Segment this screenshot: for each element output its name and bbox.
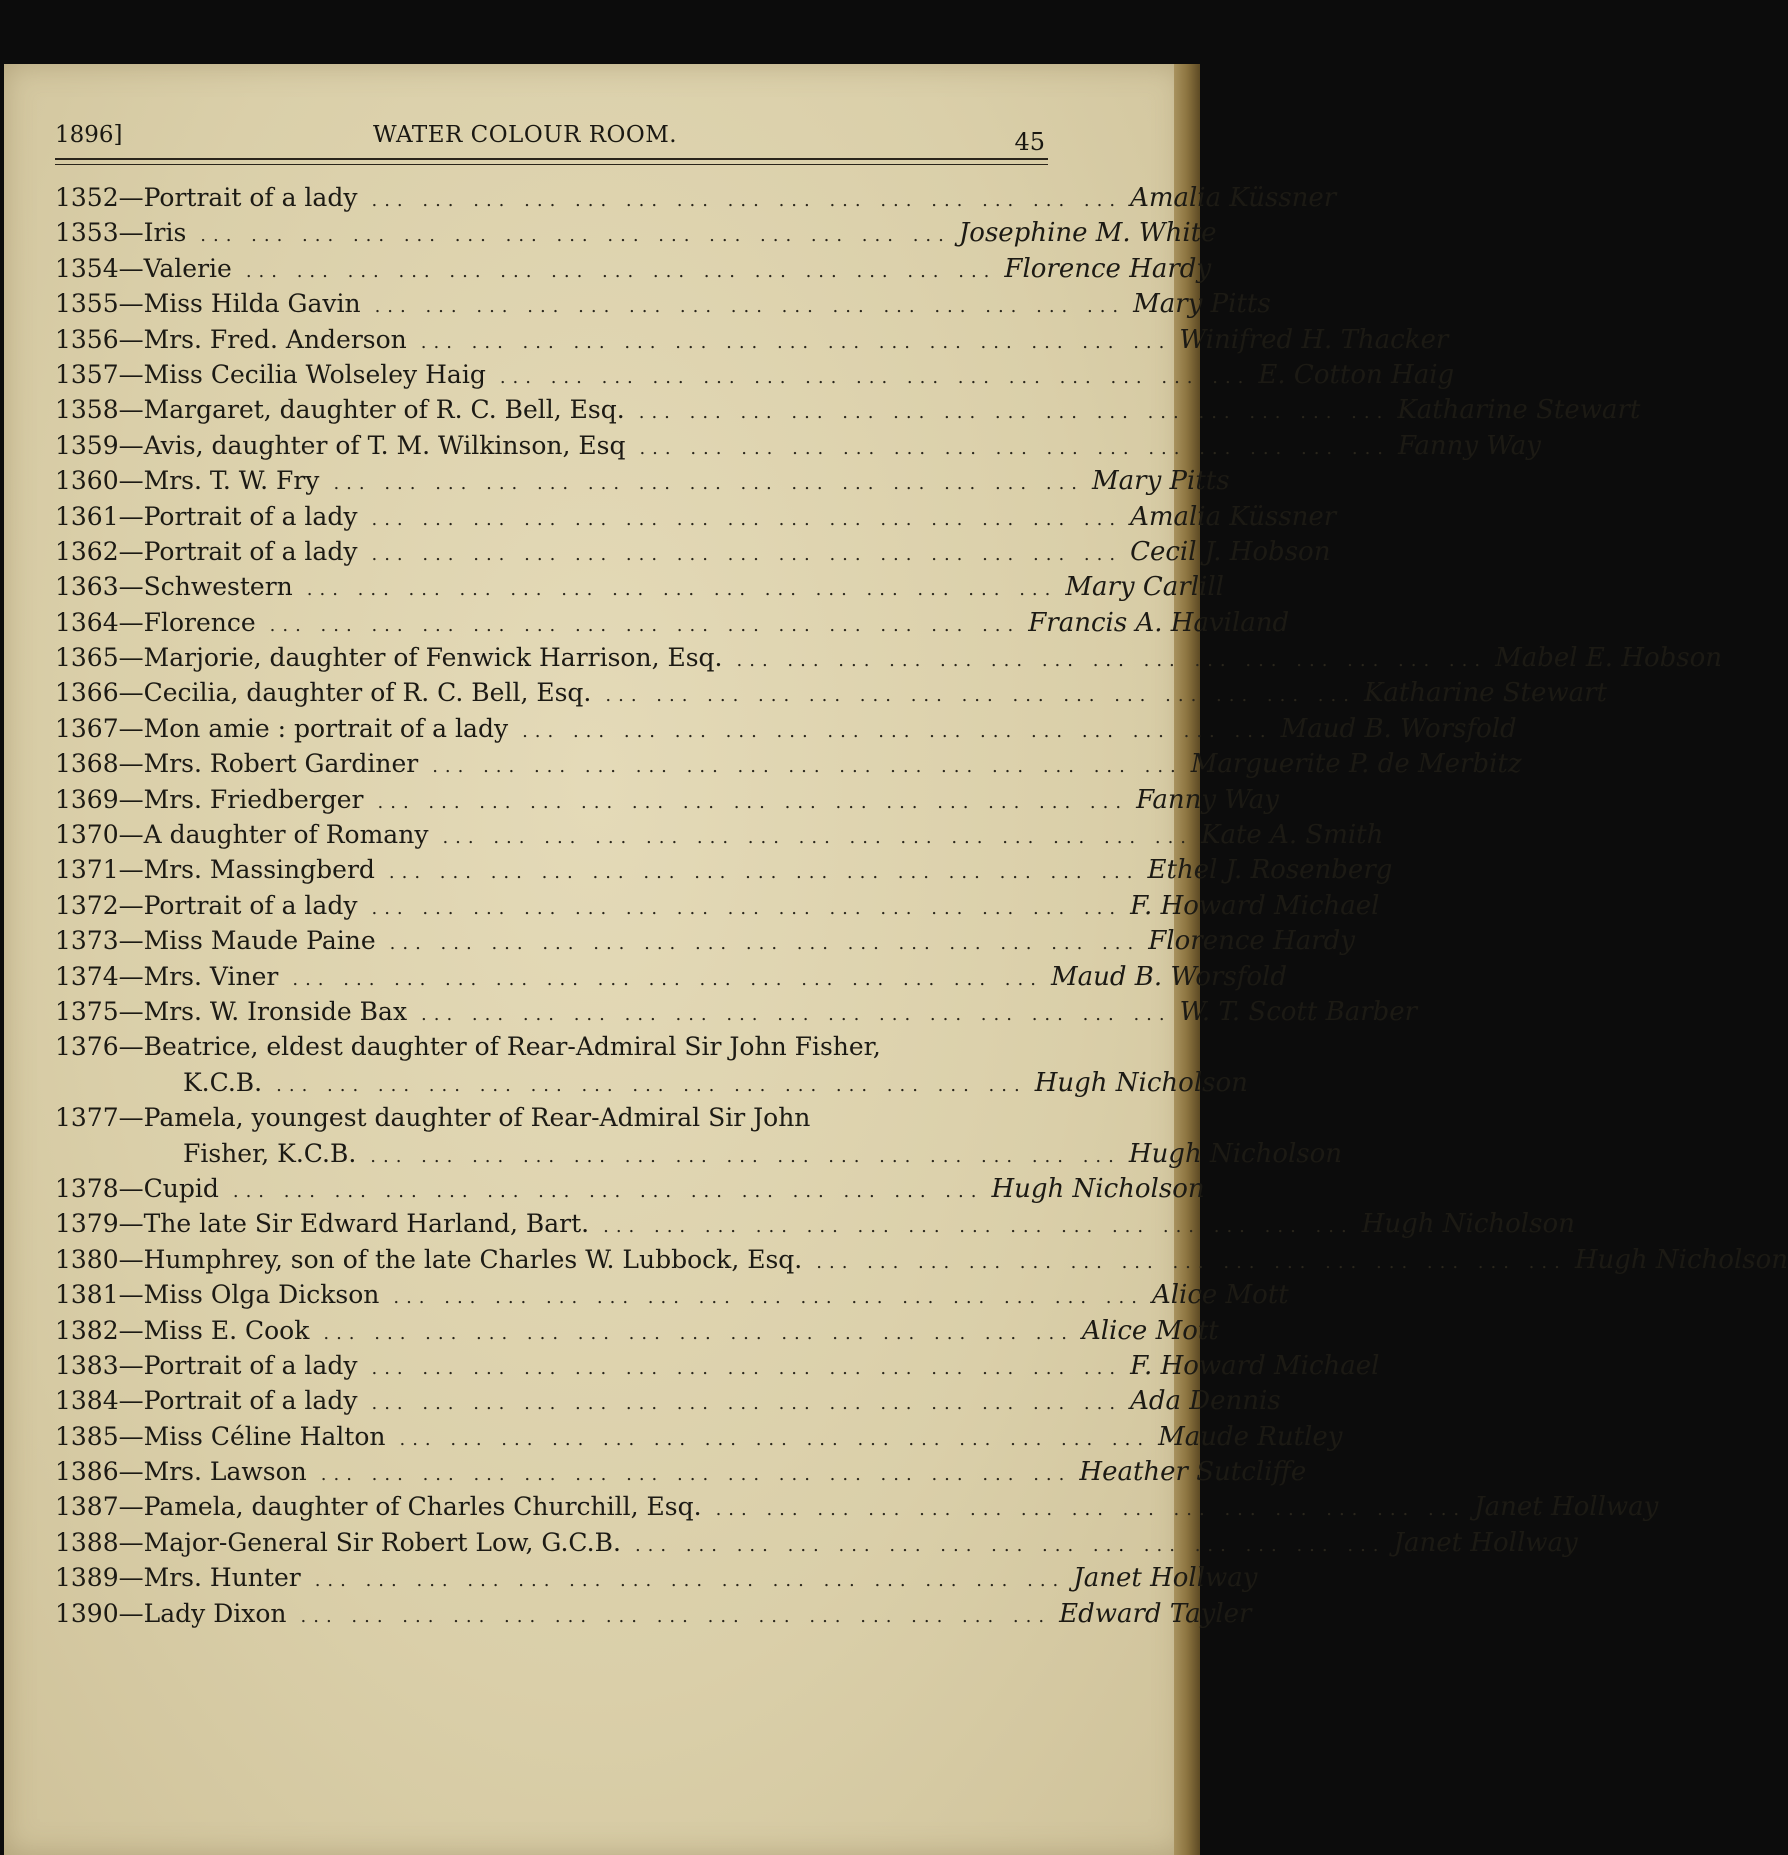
entry-number: 1352 [55, 183, 119, 212]
catalogue-list [55, 180, 1788, 1631]
entry-title: Valerie [143, 253, 232, 283]
dot-leader: ... ... ... ... ... ... ... ... ... ... ... ... ... ... ... [374, 296, 1126, 318]
entry-title-continued: Fisher, K.C.B. [183, 1138, 357, 1168]
entry-artist: Marguerite P. de Merbitz [1190, 749, 1522, 780]
entry-dash: — [118, 749, 144, 779]
entry-artist: Ethel J. Rosenberg [1147, 855, 1393, 886]
entry-artist: Hugh Nicholson [1574, 1244, 1788, 1275]
dot-leader: ... ... ... ... ... ... ... ... ... ... ... ... ... ... ... [320, 1464, 1072, 1486]
entry-artist: Hugh Nicholson [1034, 1067, 1248, 1098]
dot-leader: ... ... ... ... ... ... ... ... ... ... ... ... ... ... ... [432, 756, 1183, 778]
catalogue-entry-wrapped [55, 1029, 1248, 1100]
entry-number: 1368 [55, 749, 119, 779]
entry-number: 1387 [55, 1492, 119, 1522]
entry-dash: — [118, 1032, 144, 1062]
entry-dash: — [118, 536, 144, 566]
dot-leader: ... ... ... ... ... ... ... ... ... ... ... ... ... ... ... [200, 225, 951, 247]
entry-artist: Maud B. Worsfold [1280, 713, 1517, 744]
entry-dash: — [118, 678, 144, 708]
entry-number: 1361 [55, 501, 119, 531]
entry-title: Schwestern [143, 572, 293, 602]
entry-artist: Mary Pitts [1092, 466, 1230, 497]
entry-title: Major-General Sir Robert Low, G.C.B. [143, 1527, 621, 1557]
entry-artist: Edward Tayler [1059, 1598, 1252, 1629]
dot-leader: ... ... ... ... ... ... ... ... ... ... ... ... ... ... ... [603, 1216, 1354, 1238]
catalogue-entry [55, 1454, 1307, 1489]
catalogue-entry [55, 852, 1393, 887]
entry-title: Lady Dixon [143, 1598, 287, 1628]
entry-number: 1388 [55, 1527, 119, 1557]
catalogue-entry [55, 746, 1522, 781]
entry-title: The late Sir Edward Harland, Bart. [143, 1209, 590, 1239]
dot-leader: ... ... ... ... ... ... ... ... ... ... ... ... ... ... ... [314, 1570, 1066, 1592]
dot-leader: ... ... ... ... ... ... ... ... ... ... ... ... ... ... ... [371, 190, 1123, 211]
entry-number: 1389 [55, 1563, 119, 1593]
catalogue-entry [55, 1348, 1380, 1383]
dot-leader: ... ... ... ... ... ... ... ... ... ... ... ... ... ... ... [292, 968, 1043, 990]
entry-number: 1375 [55, 996, 119, 1026]
entry-title: Beatrice, eldest daughter of Rear-Admiral Sir John Fisher, [143, 1032, 881, 1062]
dot-leader: ... ... ... ... ... ... ... ... ... ... ... ... ... ... ... [370, 1145, 1121, 1167]
entry-artist: Janet Hollway [1073, 1563, 1258, 1594]
entry-dash: — [118, 466, 144, 496]
entry-number: 1357 [55, 359, 119, 389]
dot-leader: ... ... ... ... ... ... ... ... ... ... ... ... ... ... ... [605, 685, 1356, 707]
entry-title: Mrs. Hunter [143, 1563, 301, 1593]
entry-artist: W. T. Scott Barber [1179, 996, 1418, 1027]
entry-line-1 [55, 1029, 1050, 1064]
entry-number: 1382 [55, 1315, 119, 1345]
dot-leader: ... ... ... ... ... ... ... ... ... ... ... ... ... ... ... [421, 1003, 1172, 1025]
catalogue-entry-wrapped [55, 1100, 1343, 1171]
dot-leader: ... ... ... ... ... ... ... ... ... ... ... ... ... ... ... [371, 543, 1123, 565]
catalogue-entry [55, 251, 1212, 286]
entry-dash: — [118, 1244, 144, 1274]
entry-artist: Cecil J. Hobson [1130, 536, 1331, 567]
entry-number: 1383 [55, 1350, 119, 1380]
entry-dash: — [118, 1103, 144, 1133]
entry-artist: Josephine M. White [958, 218, 1217, 249]
entry-dash: — [118, 1421, 144, 1451]
entry-artist: Amalia Küssner [1130, 183, 1337, 213]
entry-artist: Hugh Nicholson [1361, 1209, 1575, 1240]
header-year: 1896] [55, 122, 123, 148]
entry-number: 1354 [55, 253, 119, 283]
entry-title: Portrait of a lady [143, 501, 358, 531]
dot-leader: ... ... ... ... ... ... ... ... ... ... ... ... ... ... ... [323, 1322, 1074, 1344]
catalogue-entry [55, 180, 1337, 215]
entry-artist: Fanny Way [1398, 430, 1541, 461]
dot-leader: ... ... ... ... ... ... ... ... ... ... ... ... ... ... ... [276, 1074, 1027, 1096]
dot-leader: ... ... ... ... ... ... ... ... ... ... ... ... ... ... ... [245, 260, 997, 282]
entry-dash: — [118, 1280, 144, 1310]
entry-title: Humphrey, son of the late Charles W. Lubbock, Esq. [143, 1244, 803, 1274]
catalogue-entry [55, 534, 1331, 569]
entry-artist: Francis A. Haviland [1028, 607, 1290, 638]
entry-number: 1390 [55, 1598, 119, 1628]
entry-dash: — [118, 253, 144, 283]
dot-leader: ... ... ... ... ... ... ... ... ... ... ... ... ... ... ... [371, 1357, 1123, 1379]
catalogue-entry [55, 499, 1337, 534]
dot-leader: ... ... ... ... ... ... ... ... ... ... ... ... ... ... ... [638, 402, 1390, 424]
entry-title: Miss E. Cook [143, 1315, 310, 1345]
entry-artist: Mabel E. Hobson [1495, 643, 1723, 674]
entry-title: Mrs. Viner [143, 961, 279, 991]
entry-artist: Kate A. Smith [1201, 820, 1384, 851]
catalogue-entry [55, 888, 1380, 923]
entry-title: Pamela, youngest daughter of Rear-Admiral Sir John [143, 1103, 811, 1133]
entry-artist: Janet Hollway [1474, 1492, 1659, 1523]
dot-leader: ... ... ... ... ... ... ... ... ... ... ... ... ... ... ... [639, 437, 1391, 459]
entry-artist: Heather Sutcliffe [1079, 1457, 1307, 1488]
catalogue-entry [55, 711, 1517, 746]
entry-dash: — [118, 572, 144, 602]
entry-number: 1355 [55, 289, 119, 319]
entry-artist: F. Howard Michael [1130, 1350, 1380, 1381]
dot-leader: ... ... ... ... ... ... ... ... ... ... ... ... ... ... ... [393, 1287, 1144, 1309]
entry-artist: Florence Hardy [1148, 926, 1355, 957]
entry-artist: Fanny Way [1136, 784, 1279, 815]
catalogue-entry [55, 1206, 1575, 1241]
dot-leader: ... ... ... ... ... ... ... ... ... ... ... ... ... ... ... [816, 1251, 1567, 1273]
page-number: 45 [1014, 128, 1045, 156]
entry-title: Portrait of a lady [143, 536, 358, 566]
catalogue-entry [55, 286, 1271, 321]
entry-number: 1367 [55, 713, 119, 743]
entry-number: 1380 [55, 1244, 119, 1274]
entry-title: Miss Maude Paine [143, 926, 376, 956]
dot-leader: ... ... ... ... ... ... ... ... ... ... ... ... ... ... ... [300, 1605, 1052, 1627]
entry-title: Pamela, daughter of Charles Churchill, Esq. [143, 1492, 702, 1522]
entry-artist: Florence Hardy [1004, 253, 1212, 284]
dot-leader: ... ... ... ... ... ... ... ... ... ... ... ... ... ... ... [736, 650, 1488, 672]
entry-number: 1366 [55, 678, 119, 708]
entry-number: 1353 [55, 218, 119, 248]
entry-number: 1370 [55, 820, 119, 850]
header-rule [55, 158, 1048, 165]
entry-number: 1374 [55, 961, 119, 991]
dot-leader: ... ... ... ... ... ... ... ... ... ... ... ... ... ... ... [389, 933, 1141, 955]
entry-line-2 [55, 1136, 1343, 1171]
entry-artist: Alice Mott [1081, 1315, 1219, 1346]
entry-number: 1360 [55, 466, 119, 496]
entry-number: 1373 [55, 926, 119, 956]
entry-title: Mon amie : portrait of a lady [143, 713, 509, 743]
catalogue-entry [55, 1419, 1343, 1454]
entry-artist: Mary Carlill [1065, 572, 1224, 603]
entry-dash: — [118, 1173, 144, 1203]
catalogue-entry [55, 1489, 1659, 1524]
entry-dash: — [118, 359, 144, 389]
entry-title: Avis, daughter of T. M. Wilkinson, Esq [143, 430, 626, 460]
catalogue-entry [55, 1525, 1578, 1560]
entry-artist: Katharine Stewart [1363, 678, 1608, 709]
entry-number: 1379 [55, 1209, 119, 1239]
dot-leader: ... ... ... ... ... ... ... ... ... ... ... ... ... ... ... [371, 1393, 1123, 1415]
entry-line-2 [55, 1065, 1248, 1100]
entry-dash: — [118, 1563, 144, 1593]
header-title: WATER COLOUR ROOM. [373, 122, 678, 148]
entry-artist: Maud B. Worsfold [1050, 961, 1287, 992]
entry-number: 1364 [55, 607, 119, 637]
entry-dash: — [118, 820, 144, 850]
catalogue-entry [55, 215, 1217, 250]
dot-leader: ... ... ... ... ... ... ... ... ... ... ... ... ... ... ... [499, 366, 1251, 388]
dot-leader: ... ... ... ... ... ... ... ... ... ... ... ... ... ... ... [306, 579, 1058, 601]
catalogue-entry [55, 428, 1541, 463]
catalogue-entry [55, 1277, 1289, 1312]
entry-number: 1372 [55, 890, 119, 920]
entry-title: Iris [143, 218, 187, 248]
entry-artist: E. Cotton Haig [1258, 359, 1455, 390]
entry-artist: Ada Dennis [1130, 1386, 1281, 1417]
entry-title: Portrait of a lady [143, 1350, 358, 1380]
entry-title: Mrs. Lawson [143, 1457, 307, 1487]
entry-artist: Alice Mott [1151, 1280, 1289, 1311]
entry-dash: — [118, 1209, 144, 1239]
entry-title: Portrait of a lady [143, 1386, 358, 1416]
entry-dash: — [118, 926, 144, 956]
catalogue-entry [55, 1383, 1281, 1418]
entry-dash: — [118, 289, 144, 319]
entry-number: 1386 [55, 1457, 119, 1487]
entry-dash: — [118, 784, 144, 814]
dot-leader: ... ... ... ... ... ... ... ... ... ... ... ... ... ... ... [634, 1534, 1386, 1556]
entry-dash: — [118, 1598, 144, 1628]
entry-title: Mrs. Robert Gardiner [143, 749, 419, 779]
entry-dash: — [118, 218, 144, 248]
entry-dash: — [118, 395, 144, 425]
entry-number: 1356 [55, 324, 119, 354]
catalogue-entry [55, 392, 1641, 427]
entry-dash: — [118, 1527, 144, 1557]
entry-title: Miss Cecilia Wolseley Haig [143, 359, 486, 389]
entry-dash: — [118, 1457, 144, 1487]
entry-artist: F. Howard Michael [1130, 890, 1380, 921]
catalogue-entry [55, 605, 1290, 640]
entry-artist: Janet Hollway [1393, 1527, 1578, 1558]
entry-dash: — [118, 1386, 144, 1416]
entry-title: Portrait of a lady [143, 183, 358, 212]
catalogue-entry [55, 357, 1455, 392]
entry-number: 1385 [55, 1421, 119, 1451]
dot-leader: ... ... ... ... ... ... ... ... ... ... ... ... ... ... ... [442, 827, 1194, 849]
entry-title: Mrs. W. Ironside Bax [143, 996, 408, 1026]
dot-leader: ... ... ... ... ... ... ... ... ... ... ... ... ... ... ... [522, 720, 1273, 742]
catalogue-entry [55, 1596, 1252, 1631]
entry-artist: Mary Pitts [1133, 289, 1271, 320]
entry-artist: Katharine Stewart [1397, 395, 1641, 426]
entry-dash: — [118, 961, 144, 991]
catalogue-entry [55, 675, 1608, 710]
entry-line-1 [55, 1100, 1050, 1135]
entry-dash: — [118, 183, 144, 212]
dot-leader: ... ... ... ... ... ... ... ... ... ... ... ... ... ... ... [269, 614, 1021, 636]
entry-title-continued: K.C.B. [183, 1067, 263, 1097]
entry-dash: — [118, 996, 144, 1026]
page-header [55, 122, 1045, 162]
entry-dash: — [118, 890, 144, 920]
entry-title: Florence [143, 607, 256, 637]
entry-number: 1371 [55, 855, 119, 885]
entry-title: Mrs. Massingberd [143, 855, 375, 885]
entry-dash: — [118, 1350, 144, 1380]
dot-leader: ... ... ... ... ... ... ... ... ... ... ... ... ... ... ... [371, 508, 1123, 530]
entry-title: Mrs. T. W. Fry [143, 466, 320, 496]
dot-leader: ... ... ... ... ... ... ... ... ... ... ... ... ... ... ... [715, 1499, 1467, 1521]
dot-leader: ... ... ... ... ... ... ... ... ... ... ... ... ... ... ... [232, 1180, 984, 1202]
entry-dash: — [118, 501, 144, 531]
entry-number: 1381 [55, 1280, 119, 1310]
dot-leader: ... ... ... ... ... ... ... ... ... ... ... ... ... ... ... [377, 791, 1129, 813]
entry-title: Cecilia, daughter of R. C. Bell, Esq. [143, 678, 592, 708]
dot-leader: ... ... ... ... ... ... ... ... ... ... ... ... ... ... ... [333, 473, 1085, 495]
entry-number: 1377 [55, 1103, 119, 1133]
entry-artist: Winifred H. Thacker [1179, 324, 1449, 355]
entry-number: 1384 [55, 1386, 119, 1416]
entry-title: Miss Hilda Gavin [143, 289, 361, 319]
entry-dash: — [118, 1492, 144, 1522]
entry-number: 1378 [55, 1173, 119, 1203]
entry-artist: Hugh Nicholson [1128, 1138, 1343, 1169]
entry-number: 1363 [55, 572, 119, 602]
entry-title: Miss Olga Dickson [143, 1280, 380, 1310]
entry-title: A daughter of Romany [143, 820, 429, 850]
catalogue-entry [55, 1313, 1219, 1348]
dot-leader: ... ... ... ... ... ... ... ... ... ... ... ... ... ... ... [371, 897, 1123, 919]
entry-dash: — [118, 607, 144, 637]
catalogue-entry [55, 959, 1287, 994]
entry-artist: Maude Rutley [1158, 1421, 1343, 1452]
entry-title: Miss Céline Halton [143, 1421, 386, 1451]
entry-dash: — [118, 713, 144, 743]
entry-artist: Hugh Nicholson [991, 1173, 1205, 1204]
catalogue-entry [55, 1171, 1205, 1206]
entry-number: 1365 [55, 643, 119, 673]
entry-dash: — [118, 643, 144, 673]
catalogue-entry [55, 923, 1355, 958]
entry-dash: — [118, 324, 144, 354]
entry-number: 1358 [55, 395, 119, 425]
dot-leader: ... ... ... ... ... ... ... ... ... ... ... ... ... ... ... [388, 862, 1140, 884]
entry-dash: — [118, 855, 144, 885]
catalogue-entry [55, 1242, 1788, 1277]
catalogue-entry [55, 994, 1418, 1029]
catalogue-entry [55, 463, 1230, 498]
entry-number: 1369 [55, 784, 119, 814]
catalogue-entry [55, 640, 1723, 675]
catalogue-entry [55, 322, 1449, 357]
entry-dash: — [118, 430, 144, 460]
catalogue-entry [55, 569, 1224, 604]
entry-number: 1359 [55, 430, 119, 460]
entry-title: Mrs. Fred. Anderson [143, 324, 407, 354]
entry-title: Portrait of a lady [143, 890, 358, 920]
entry-number: 1362 [55, 536, 119, 566]
catalogue-entry [55, 817, 1384, 852]
entry-number: 1376 [55, 1032, 119, 1062]
entry-title: Marjorie, daughter of Fenwick Harrison, Esq. [143, 643, 723, 673]
entry-title: Cupid [143, 1173, 219, 1203]
dot-leader: ... ... ... ... ... ... ... ... ... ... ... ... ... ... ... [420, 331, 1172, 353]
catalogue-entry [55, 1560, 1258, 1595]
catalogue-entry [55, 782, 1279, 817]
entry-title: Margaret, daughter of R. C. Bell, Esq. [143, 395, 625, 425]
entry-artist: Amalia Küssner [1130, 501, 1337, 532]
dot-leader: ... ... ... ... ... ... ... ... ... ... ... ... ... ... ... [399, 1428, 1151, 1450]
entry-title: Mrs. Friedberger [143, 784, 364, 814]
entry-dash: — [118, 1315, 144, 1345]
